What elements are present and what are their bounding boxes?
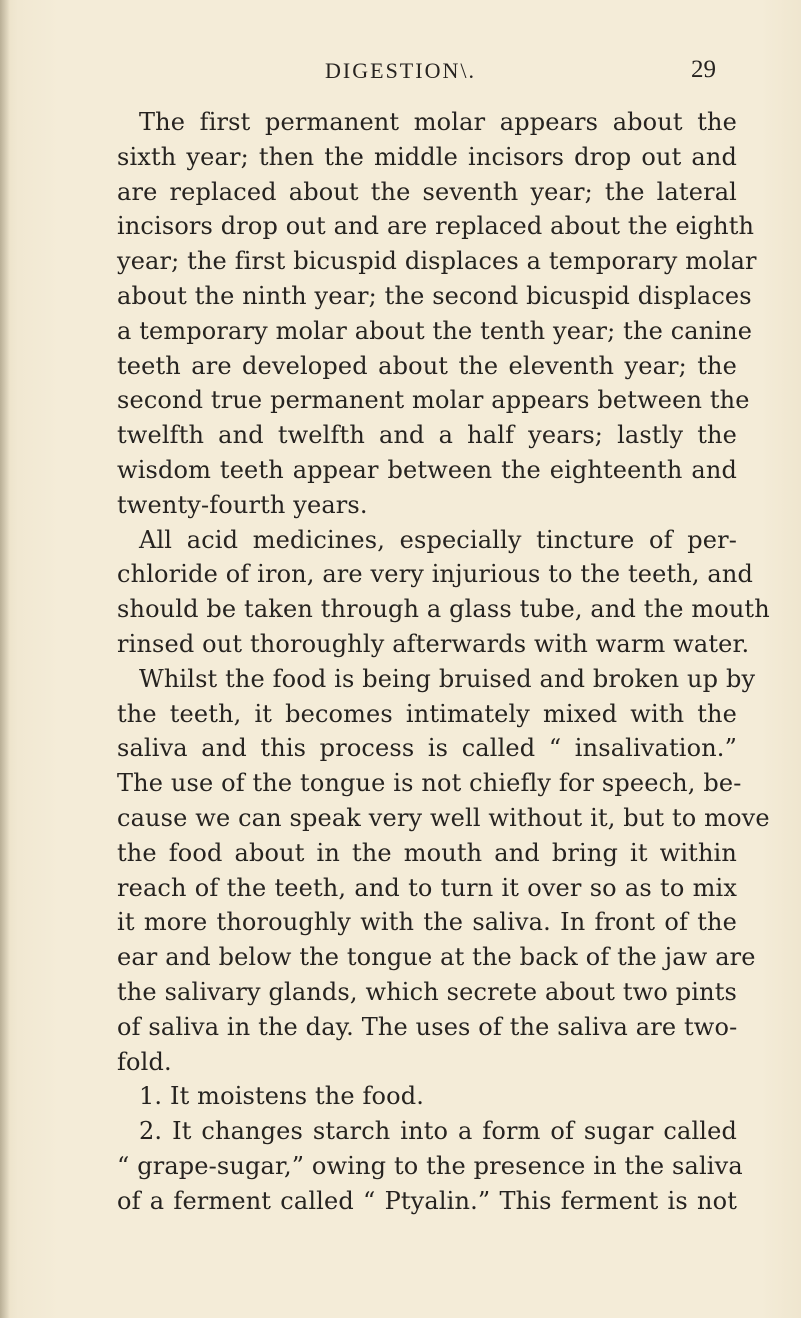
text-line: twenty-fourth years. bbox=[117, 490, 368, 519]
text-line: rinsed out thoroughly afterwards with warm water. bbox=[117, 629, 750, 658]
text-line: 2. It changes starch into a form of sugar called bbox=[139, 1117, 737, 1146]
text-line: “ grape-sugar,” owing to the presence in the saliva bbox=[117, 1151, 743, 1180]
text-line: reach of the teeth, and to turn it over so as to mix bbox=[117, 873, 737, 902]
text-line: chloride of iron, are very injurious to the teeth, and bbox=[117, 560, 754, 589]
running-head bbox=[0, 58, 801, 88]
text-line: The first permanent molar appears about the bbox=[139, 108, 737, 136]
text-line: the teeth, it becomes intimately mixed with the bbox=[117, 699, 737, 728]
text-line: Whilst the food is being bruised and broken up by bbox=[139, 664, 756, 693]
text-line: The use of the tongue is not chiefly for speech, be- bbox=[117, 769, 742, 798]
text-line: twelfth and twelfth and a half years; lastly the bbox=[117, 421, 737, 450]
text-line: 1. It moistens the food. bbox=[139, 1082, 425, 1111]
body-text bbox=[117, 105, 770, 1219]
text-line: about the ninth year; the second bicuspid displaces bbox=[117, 281, 752, 310]
running-title: DIGESTION\. bbox=[325, 58, 476, 83]
page-number: 29 bbox=[691, 56, 716, 83]
text-line: teeth are developed about the eleventh year; the bbox=[117, 351, 737, 380]
text-line: sixth year; then the middle incisors drop out and bbox=[117, 142, 737, 171]
text-line: ear and below the tongue at the back of the jaw are bbox=[117, 943, 756, 972]
text-line: the salivary glands, which secrete about two pints bbox=[117, 977, 737, 1006]
text-line: of saliva in the day. The uses of the saliva are two- bbox=[117, 1012, 738, 1041]
text-line: incisors drop out and are replaced about the eighth bbox=[117, 212, 755, 241]
text-line: saliva and this process is called “ insalivation.” bbox=[117, 734, 737, 763]
text-line: year; the first bicuspid displaces a temporary molar bbox=[117, 247, 757, 276]
text-line: are replaced about the seventh year; the lateral bbox=[117, 177, 737, 206]
text-line: a temporary molar about the tenth year; the canine bbox=[117, 316, 753, 345]
text-line: of a ferment called “ Ptyalin.” This ferment is not bbox=[117, 1186, 737, 1215]
text-line: wisdom teeth appear between the eighteenth and bbox=[117, 455, 737, 484]
gutter-shadow bbox=[0, 0, 10, 1318]
text-line: All acid medicines, especially tincture of per- bbox=[139, 525, 737, 554]
text-line: cause we can speak very well without it, but to move bbox=[117, 803, 770, 832]
text-line: fold. bbox=[117, 1047, 172, 1076]
text-line: should be taken through a glass tube, and the mouth bbox=[117, 595, 770, 624]
text-line: it more thoroughly with the saliva. In front of the bbox=[117, 908, 737, 937]
text-line: the food about in the mouth and bring it within bbox=[117, 838, 737, 867]
text-line: second true permanent molar appears between the bbox=[117, 386, 750, 415]
